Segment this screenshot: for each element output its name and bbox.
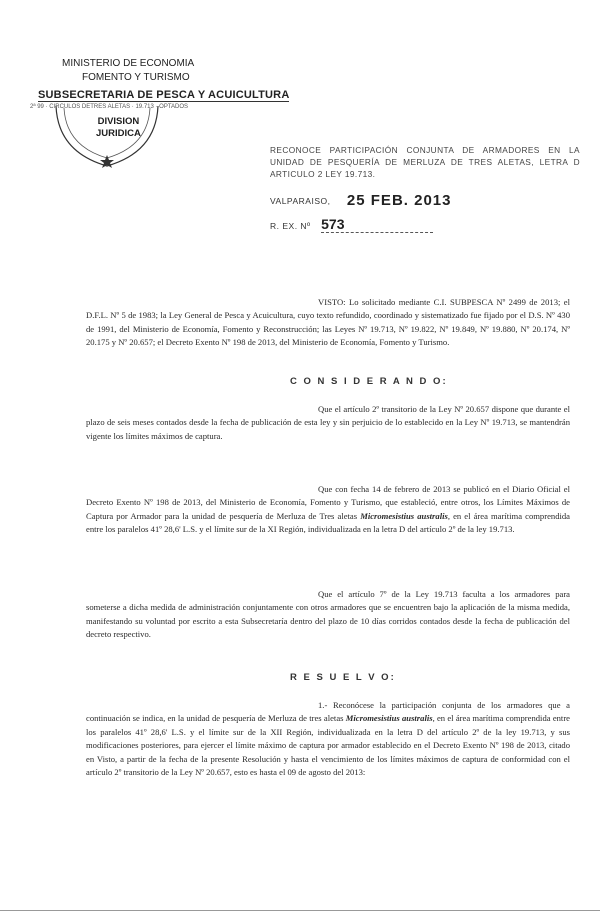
resuelvo-1-lead: 1.- Reconócese la participación conjunta de los [318, 700, 502, 710]
considerando-2-body-b: , en el área marítima comprendida entre los paralelos 41º 28,6' L.S. y el límite sur de la XI Región, individualizada en la letra D del artículo 2º de la ley 19.713. [86, 510, 570, 535]
considerando-3-body: armadores para someterse a dicha medida de administración conjuntamente con otros armadores que se encuentren bajo la aplicación de la misma medida, manifestando su voluntad por escrito a esta Subsecretaría dentro del plazo de 10 días corridos contados desde la fecha de publicación del decreto respectivo. [86, 589, 570, 640]
resuelvo-1-species: Micromesistius australis [345, 713, 433, 724]
resuelvo-1-body-a: armadores que a continuación se indica, en la unidad de pesquería de Merluza de tres aletas [86, 700, 570, 724]
ministry-name-line2: FOMENTO Y TURISMO [82, 72, 190, 83]
resuelvo-1-body-b: , en el área marítima comprendida entre los paralelos 41º 28,6' L.S. y el límite sur de la XII Región, individualizada en la letra D del artículo 2º de la ley 19.713, y sus modificaciones posteriores, para ejercer el límite máximo de captura por armador establecido en el Decreto Exento Nº 198 de 2013, citado en Visto, a partir de la fecha de la presente Resolución y hasta el vencimiento de los límites máximos de captura de conformidad con el artículo 2º transitorio de la Ley Nº 20.657, esto es hasta el 09 de agosto del 2013: [86, 713, 570, 778]
division-label-line1: DIVISION [97, 116, 140, 127]
considerando-2-body-a: en el Diario Oficial el Decreto Exento Nº 198 de 2013, del Ministerio de Economía, Fomento y Turismo, que estableció, entre otros, los Límites Máximos de Captura por Armador para la unidad de pesquería de Merluza de Tres aletas [86, 484, 570, 521]
date-stamp: 25 FEB. 2013 [346, 192, 452, 210]
considerando-paragraph-2 [86, 483, 570, 537]
division-juridica-label [96, 116, 141, 140]
ministry-name-line1: MINISTERIO DE ECONOMIA [62, 58, 195, 69]
resolution-summary: RECONOCE PARTICIPACIÓN CONJUNTA DE ARMADORES EN LA UNIDAD DE PESQUERÍA DE MERLUZA DE TRES ALETAS, LETRA D ARTICULO 2 LEY 19.713. [270, 145, 580, 180]
date-row [270, 192, 451, 210]
subsecretaria-name: SUBSECRETARIA DE PESCA Y ACUICULTURA [38, 89, 290, 101]
subsecretaria-subtitle: 2ª 99 · CIRCULOS DETRES ALETAS · 19.713 · OPTADOS [30, 104, 189, 110]
considerando-heading: C O N S I D E R A N D O: [290, 376, 448, 387]
visto-lead: VISTO: Lo solicitado mediante C.I. SUBPESCA Nº [318, 297, 506, 307]
considerando-2-lead: Que con fecha 14 de febrero de 2013 se publicó [318, 484, 490, 494]
page-bottom-divider [0, 910, 600, 911]
considerando-2-species: Micromesistius australis [360, 510, 448, 521]
visto-paragraph [86, 296, 570, 350]
division-label-line2: JURIDICA [96, 128, 141, 139]
considerando-paragraph-3 [86, 588, 570, 642]
exento-label: R. EX. Nº [270, 221, 311, 231]
considerando-1-body: dispone que durante el plazo de seis meses contados desde la fecha de publicación de esta ley y sin perjuicio de lo establecido en la Ley Nº 19.713, se mantendrán vigente los límites máximos de captura. [86, 404, 570, 441]
resuelvo-heading: R E S U E L V O: [290, 672, 396, 683]
resuelvo-paragraph-1 [86, 699, 570, 779]
visto-body: 2499 de 2013; el D.F.L. Nº 5 de 1983; la Ley General de Pesca y Acuicultura, cuyo texto refundido, coordinado y sistematizado fue fijado por el D.S. Nº 430 de 1991, del Ministerio de Economía, Fomento y Reconstrucción; las Leyes Nº 19.713, Nº 19.822, Nº 19.849, Nº 19.880, Nº 20.174, Nº 20.175 y Nº 20.657; el Decreto Exento Nº 198 de 2013, del Ministerio de Economía, Fomento y Turismo. [86, 297, 570, 348]
exento-number: 573 [321, 216, 433, 233]
considerando-paragraph-1 [86, 403, 570, 443]
date-city: VALPARAISO, [270, 195, 331, 206]
exento-number-row [270, 216, 433, 234]
considerando-3-lead: Que el artículo 7º de la Ley 19.713 faculta a los [318, 589, 510, 599]
considerando-1-lead: Que el artículo 2º transitorio de la Ley Nº 20.657 [318, 404, 490, 414]
